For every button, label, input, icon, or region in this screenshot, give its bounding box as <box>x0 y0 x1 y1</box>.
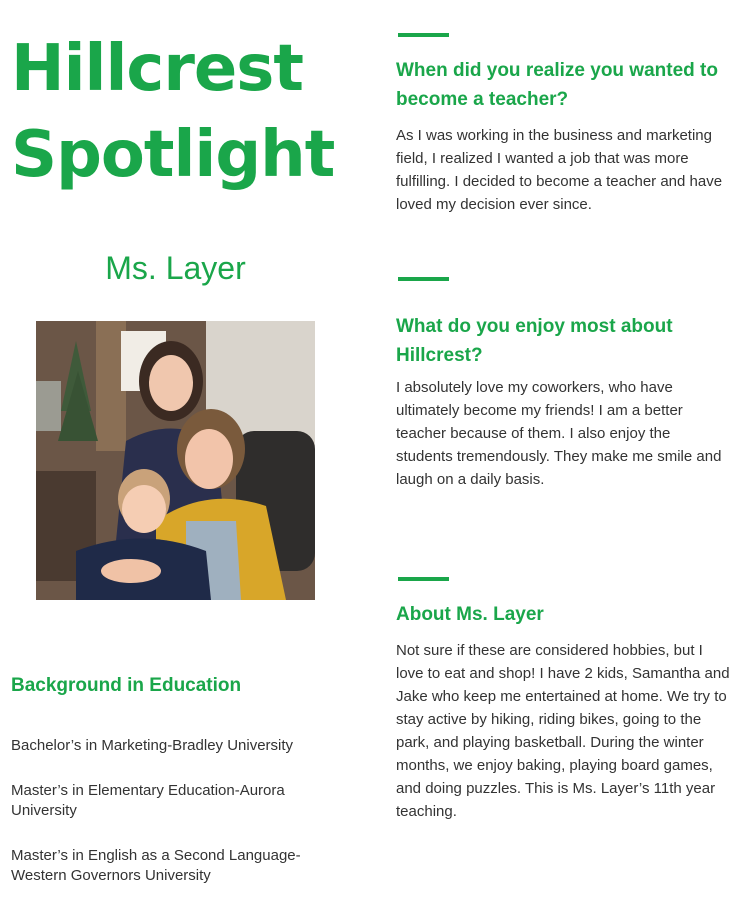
education-heading: Background in Education <box>11 675 242 696</box>
section-body-enjoy-hillcrest: I absolutely love my coworkers, who have ultimately become my friends! I am a better teacher because of them. I also enjoy the students tremendously. They make me smile and laugh on a daily basis. <box>396 379 722 488</box>
section-divider <box>398 277 449 281</box>
section-heading-become-teacher: When did you realize you wanted to become a teacher? <box>396 60 718 110</box>
page-title-line-2: Spotlight <box>11 118 335 192</box>
section-divider <box>398 33 449 37</box>
section-heading-about: About Ms. Layer <box>396 604 544 625</box>
teacher-family-photo <box>36 321 315 600</box>
degree-item: Bachelor’s in Marketing-Bradley University <box>11 737 294 754</box>
section-body-about: Not sure if these are considered hobbies, but I love to eat and shop! I have 2 kids, Samantha and Jake who keep me entertained at home. We try to stay active by hiking, riding bikes, going to the park, and playing basketball. During the winter months, we enjoy baking, playing board games, and doing puzzles. This is Ms. Layer’s 11th year teaching. <box>396 642 730 820</box>
teacher-name: Ms. Layer <box>105 250 246 286</box>
degree-item: Master’s in English as a Second Language-Western Governors University <box>11 847 301 884</box>
degree-item: Master’s in Elementary Education-Aurora University <box>11 782 285 819</box>
section-body-become-teacher: As I was working in the business and marketing field, I realized I wanted a job that was more fulfilling. I decided to become a teacher and have loved my decision ever since. <box>396 127 723 213</box>
page-title <box>11 26 334 198</box>
page-title-line-1: Hillcrest <box>11 32 303 106</box>
section-divider <box>398 577 449 581</box>
section-heading-enjoy-hillcrest: What do you enjoy most about Hillcrest? <box>396 316 673 366</box>
